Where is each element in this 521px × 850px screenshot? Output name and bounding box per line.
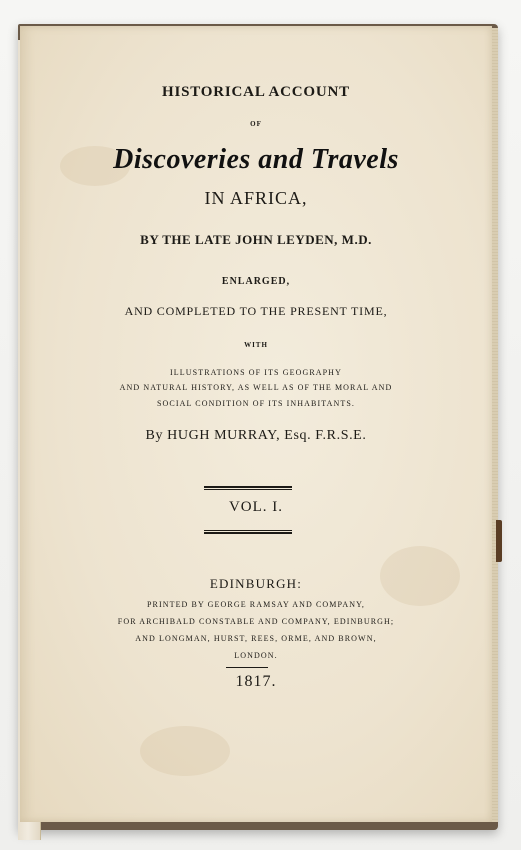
- editor-line: By HUGH MURRAY, Esq. F.R.S.E.: [145, 428, 367, 443]
- of-connector: OF: [250, 120, 262, 128]
- with-connector: WITH: [244, 341, 268, 349]
- double-rule-bottom: [204, 532, 292, 534]
- heading: HISTORICAL ACCOUNT: [162, 84, 350, 100]
- original-author: BY THE LATE JOHN LEYDEN, M.D.: [140, 232, 372, 247]
- illustrations-line: AND NATURAL HISTORY, AS WELL AS OF THE MORAL AND: [119, 383, 393, 392]
- double-rule-top: [204, 489, 292, 490]
- illustrations-line: ILLUSTRATIONS OF ITS GEOGRAPHY: [170, 368, 342, 377]
- enlarged-line: ENLARGED,: [221, 276, 291, 287]
- double-rule-top: [204, 486, 292, 488]
- publication-year: 1817.: [235, 673, 277, 690]
- printer-line: PRINTED BY GEORGE RAMSAY AND COMPANY,: [146, 600, 366, 609]
- volume-label: VOL. I.: [228, 499, 284, 515]
- blackletter-title: Discoveries and Travels: [113, 144, 399, 175]
- illustrations-line: SOCIAL CONDITION OF ITS INHABITANTS.: [157, 399, 355, 408]
- location-line: IN AFRICA,: [204, 188, 308, 208]
- page-tab-marker: [496, 520, 502, 562]
- printer-line: FOR ARCHIBALD CONSTABLE AND COMPANY, EDINBURGH;: [117, 617, 395, 626]
- imprint-city: EDINBURGH:: [209, 576, 303, 591]
- printer-line: AND LONGMAN, HURST, REES, ORME, AND BROWN,: [135, 634, 377, 643]
- completed-line: AND COMPLETED TO THE PRESENT TIME,: [124, 304, 388, 318]
- foxing-stain: [140, 726, 230, 776]
- imprint-rule: [226, 667, 268, 668]
- london-line: LONDON.: [234, 651, 278, 660]
- double-rule-bottom: [204, 530, 292, 531]
